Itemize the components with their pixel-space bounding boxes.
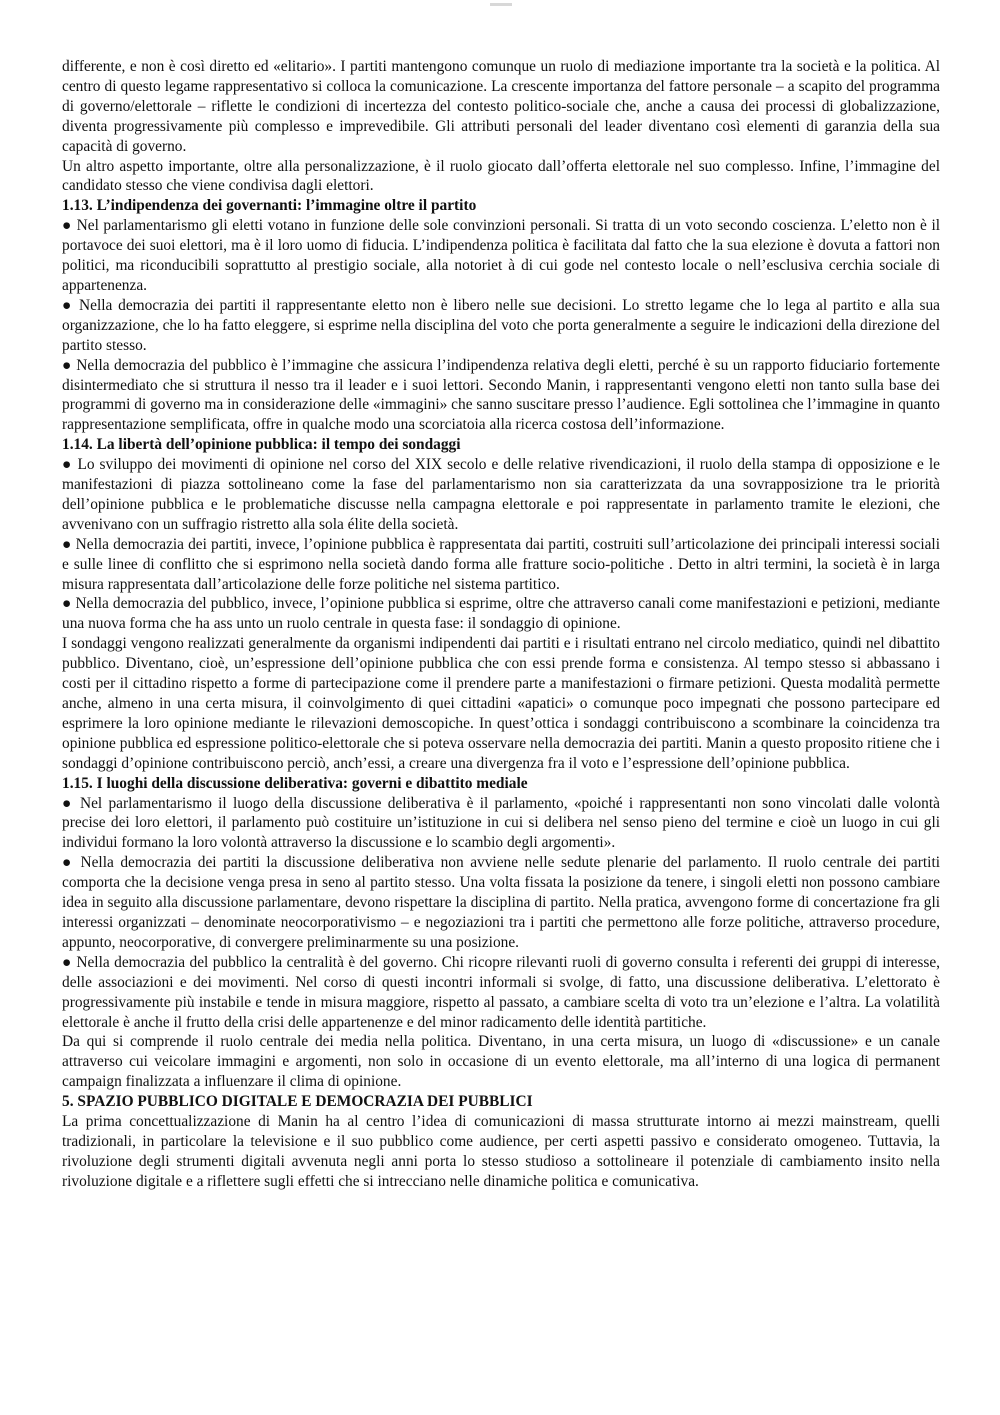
bullet-paragraph: ● Nel parlamentarismo il luogo della discussione deliberativa è il parlamento, «poiché i rappresentanti non sono vincolati dalle volontà precise dei loro elettori, il parlamento può costituire un’istituzione in cui si delibera nel senso pieno del termine e cioè un luogo in cui gli individui formano la loro volontà attraverso la discussione e lo scambio degli argomenti». — [62, 794, 940, 852]
bullet-paragraph: ● Nella democrazia dei partiti il rappresentante eletto non è libero nelle sue decisioni. Lo stretto legame che lo lega al partito e alla sua organizzazione, che lo ha fatto eleggere, si esprime nella disciplina del voto che porta generalmente a seguire le indicazioni della direzione del partito stesso. — [62, 296, 940, 354]
bullet-paragraph: ● Nella democrazia dei partiti, invece, l’opinione pubblica è rappresentata dai partiti, costruiti sull’articolazione dei principali interessi sociali e sulle linee di conflitto che si esprimono nella società dando forma alle fratture socio-politiche . Detto in altri termini, la società è in larga misura rappresentata dall’articolazione delle forze politiche nel sistema partitico. — [62, 535, 940, 593]
section-heading-1-15: 1.15. I luoghi della discussione deliberativa: governi e dibattito mediale — [62, 774, 528, 792]
page-header-mark — [490, 3, 512, 6]
paragraph: La prima concettualizzazione di Manin ha al centro l’idea di comunicazioni di massa strutturate intorno ai mezzi mainstream, quelli tradizionali, in particolare la televisione e il suo pubblico come audience, per certi aspetti passivo e considerato omogeneo. Tuttavia, la rivoluzione degli strumenti digitali avvenuta negli anni porta lo stesso studioso a sottolineare il potenziale di cambiamento insito nella rivoluzione digitale e a riflettere sugli effetti che si intrecciano nelle dinamiche politica e comunicativa. — [62, 1113, 940, 1190]
paragraph: Da qui si comprende il ruolo centrale dei media nella politica. Diventano, in una certa misura, un luogo di «discussione» e un canale attraverso cui veicolare immagini e argomenti, non solo in occasione di un evento elettorale, ma all’interno di una logica di permanent campaign finalizzata a influenzare il clima di opinione. — [62, 1033, 940, 1091]
section-heading-1-13: 1.13. L’indipendenza dei governanti: l’immagine oltre il partito — [62, 197, 477, 215]
paragraph: I sondaggi vengono realizzati generalmente da organismi indipendenti dai partiti e i risultati entrano nel circolo mediatico, quindi nel dibattito pubblico. Diventano, cioè, un’espressione dell’opinione pubblica che con essi prende forma e consistenza. Al tempo stesso si abbassano i costi per il cittadino rispetto a forme di partecipazione come il prendere parte a manifestazioni o firmare petizioni. Questa modalità permette anche, almeno in una certa misura, il coinvolgimento di quei cittadini «apatici» o comunque poco impegnati che possono partecipare ed esprimere la loro opinione mediante le rilevazioni demoscopiche. In quest’ottica i sondaggi contribuiscono a scombinare la coincidenza tra opinione pubblica ed espressione politico-elettorale che si poteva osservare nella democrazia dei partiti. Manin a questo proposito ritiene che i sondaggi d’opinione contribuiscono perciò, anch’essi, a creare una divergenza fra il voto e l’espressione dell’opinione pubblica. — [62, 635, 940, 772]
bullet-paragraph: ● Nella democrazia del pubblico la centralità è del governo. Chi ricopre rilevanti ruoli di governo consulta i referenti dei gruppi di interesse, delle associazioni e dei movimenti. Nel corso di questi incontri informali si svolge, di fatto, una discussione deliberativa. L’elettorato è progressivamente più instabile e tende in misura maggiore, rispetto al passato, a cambiare scelta di voto tra un’elezione e l’altra. La volatilità elettorale è anche il frutto della crisi delle appartenenze e del minor radicamento delle identità partitiche. — [62, 953, 940, 1031]
paragraph: Un altro aspetto importante, oltre alla personalizzazione, è il ruolo giocato dall’offerta elettorale nel suo complesso. Infine, l’immagine del candidato stesso che viene condivisa dagli elettori. — [62, 157, 940, 195]
chapter-heading-5: 5. SPAZIO PUBBLICO DIGITALE E DEMOCRAZIA DEI PUBBLICI — [62, 1093, 533, 1111]
bullet-paragraph: ● Nella democrazia del pubblico, invece, l’opinione pubblica si esprime, oltre che attraverso canali come manifestazioni e petizioni, mediante una nuova forma che ha ass unto un ruolo centrale in questa fase: il sondaggio di opinione. — [62, 595, 940, 633]
bullet-paragraph: ● Nella democrazia dei partiti la discussione deliberativa non avviene nelle sedute plenarie del parlamento. Il ruolo centrale dei partiti comporta che la decisione venga presa in seno al partito stesso. Una volta fissata la posizione da tenere, i singoli eletti non possono cambiare idea in seguito alla discussione parlamentare, devono rispettare la disciplina di partito. Nella pratica, avvengono forme di concertazione fra gli interessi organizzati – denominate neocorporativismo – e negoziazioni tra i partiti che permettono alle forze politiche, attraverso procedure, appunto, neocorporative, di convergere preliminarmente su una posizione. — [62, 854, 940, 951]
bullet-paragraph: ● Nel parlamentarismo gli eletti votano in funzione delle sole convinzioni personali. Si tratta di un voto secondo coscienza. L’eletto non è il portavoce dei suoi elettori, ma è il loro uomo di fiducia. L’indipendenza politica è facilitata dal fatto che la sua elezione è dovuta a fattori non politici, ma riconducibili soprattutto al prestigio sociale, alla notoriet à di cui gode nel contesto locale o nell’esclusiva cerchia sociale di appartenenza. — [62, 217, 940, 294]
bullet-paragraph: ● Nella democrazia del pubblico è l’immagine che assicura l’indipendenza relativa degli eletti, perché è su un rapporto fiduciario fortemente disintermediato che si struttura il nesso tra il leader e i suoi lettori. Secondo Manin, i rappresentanti vengono eletti non tanto sulla base dei programmi di governo ma in considerazione delle «immagini» che sanno suscitare presso l’audience. Egli sottolinea che l’immagine in quanto rappresentazione semplificata, offre in qualche modo una scorciatoia alla ricerca costosa dell’informazione. — [62, 356, 940, 434]
bullet-paragraph: ● Lo sviluppo dei movimenti di opinione nel corso del XIX secolo e delle relative rivendicazioni, il ruolo della stampa di opposizione e le manifestazioni di piazza sottolineano come la fase del parlamentarismo non sia caratterizzata da una sovrapposizione tra le priorità dell’opinione pubblica e le problematiche discusse nella campagna elettorale e poi rappresentate in parlamento tramite le elezioni, che avvenivano con un suffragio ristretto alla sola élite della società. — [62, 456, 940, 533]
paragraph: differente, e non è così diretto ed «elitario». I partiti mantengono comunque un ruolo di mediazione importante tra la società e la politica. Al centro di questo legame rappresentativo si colloca la comunicazione. La crescente importanza del fattore personale – a scapito del programma di governo/elettorale – riflette le condizioni di incertezza del contesto politico-sociale che, anche a causa dei processi di globalizzazione, diventa progressivamente più complesso e imprevedibile. Gli attributi personali del leader diventano così elementi di garanzia della sua capacità di governo. — [62, 58, 940, 155]
section-heading-1-14: 1.14. La libertà dell’opinione pubblica: il tempo dei sondaggi — [62, 436, 461, 454]
document-page — [62, 57, 940, 1192]
